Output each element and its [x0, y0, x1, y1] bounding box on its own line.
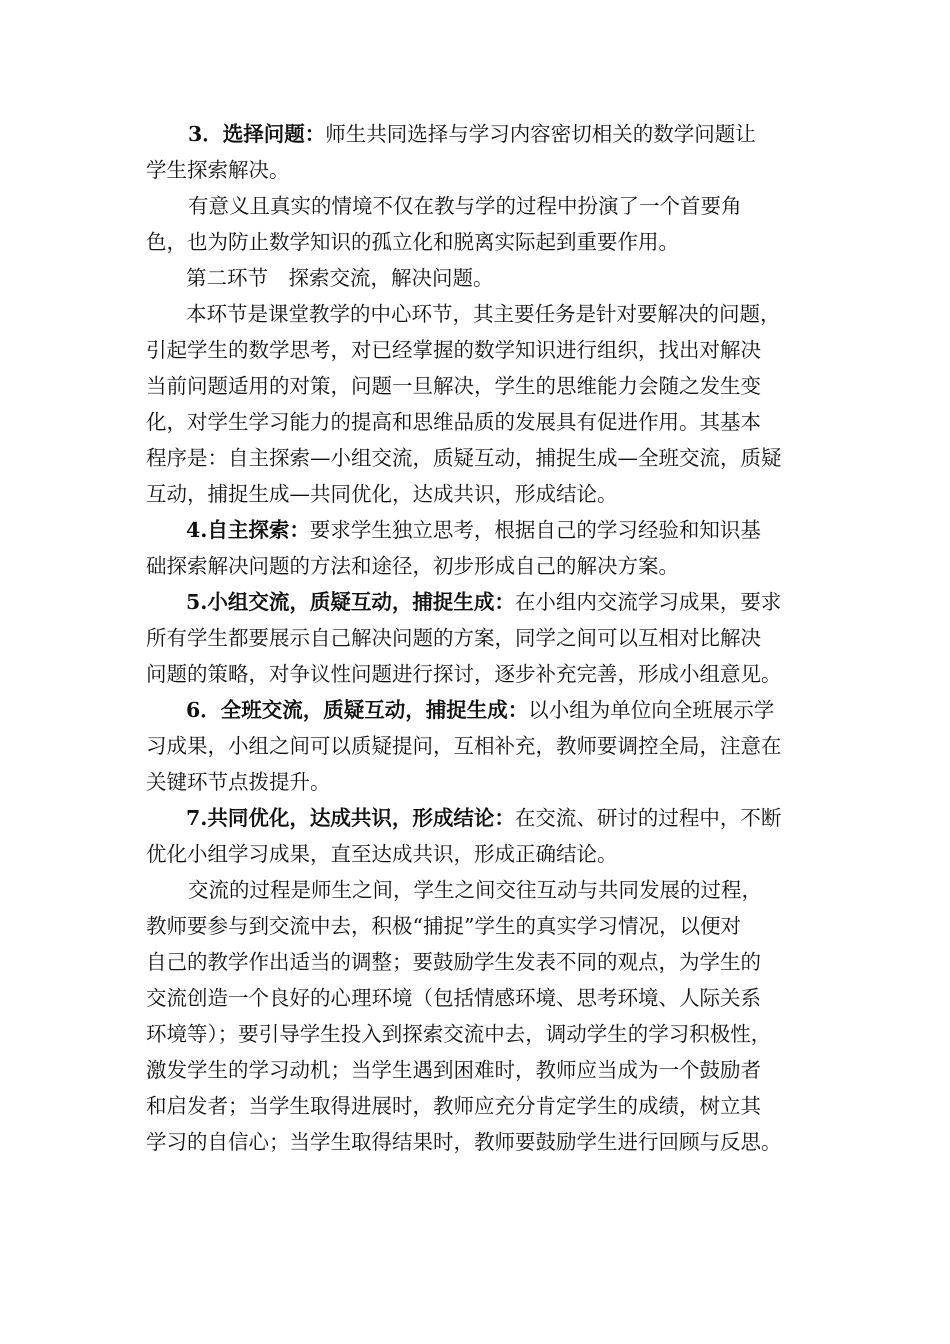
item-5-line-1	[146, 584, 826, 620]
item-6-text: 以小组为单位向全班展示学	[528, 698, 775, 722]
item-4-line-1	[146, 512, 826, 548]
paragraph-exchange-line-2: 教师要参与到交流中去，积极“捕捉”学生的真实学习情况，以便对	[146, 914, 741, 938]
item-5-line-2: 所有学生都要展示自己解决问题的方案，同学之间可以互相对比解决	[146, 626, 761, 650]
item-3-text: 师生共同选择与学习内容密切相关的数学问题让	[325, 122, 756, 146]
item-6-line-1	[146, 692, 826, 728]
item-7-line-1	[146, 800, 826, 836]
item-5-heading: 5.小组交流，质疑互动，捕捉生成：	[186, 590, 515, 614]
paragraph-meaning-line-1: 有意义且真实的情境不仅在教与学的过程中扮演了一个首要角	[188, 194, 742, 218]
item-7-line-2: 优化小组学习成果，直至达成共识，形成正确结论。	[146, 842, 618, 866]
paragraph-meaning-line-2: 色，也为防止数学知识的孤立化和脱离实际起到重要作用。	[146, 230, 679, 254]
item-7-text: 在交流、研讨的过程中，不断	[514, 806, 782, 830]
item-5-line-3: 问题的策略，对争议性问题进行探讨，逐步补充完善，形成小组意见。	[146, 662, 782, 686]
item-3-line-2: 学生探索解决。	[146, 158, 290, 182]
paragraph-core-line-3: 当前问题适用的对策，问题一旦解决，学生的思维能力会随之发生变	[146, 374, 761, 398]
document-page	[146, 116, 826, 1160]
item-7-heading: 7.共同优化，达成共识，形成结论：	[186, 806, 515, 830]
item-5-text: 在小组内交流学习成果，要求	[514, 590, 782, 614]
section-2-heading: 第二环节 探索交流，解决问题。	[186, 266, 494, 290]
paragraph-core-line-6: 互动，捕捉生成—共同优化，达成共识，形成结论。	[146, 482, 618, 506]
item-3-line-1	[146, 116, 826, 152]
paragraph-exchange-line-3: 自己的教学作出适当的调整；要鼓励学生发表不同的观点，为学生的	[146, 950, 761, 974]
paragraph-core-line-5: 程序是：自主探索—小组交流，质疑互动，捕捉生成—全班交流，质疑	[146, 446, 782, 470]
item-4-text: 要求学生独立思考，根据自己的学习经验和知识基	[309, 518, 761, 542]
item-6-line-3: 关键环节点拨提升。	[146, 770, 331, 794]
item-6-line-2: 习成果，小组之间可以质疑提问，互相补充，教师要调控全局，注意在	[146, 734, 782, 758]
paragraph-exchange-line-5: 环境等）；要引导学生投入到探索交流中去，调动学生的学习积极性，	[146, 1022, 772, 1046]
item-4-line-2: 础探索解决问题的方法和途径，初步形成自己的解决方案。	[146, 554, 679, 578]
paragraph-exchange-line-4: 交流创造一个良好的心理环境（包括情感环境、思考环境、人际关系	[146, 986, 761, 1010]
paragraph-exchange-line-6: 激发学生的学习动机；当学生遇到困难时，教师应当成为一个鼓励者	[146, 1058, 761, 1082]
paragraph-exchange-line-8: 学习的自信心；当学生取得结果时，教师要鼓励学生进行回顾与反思。	[146, 1130, 782, 1154]
paragraph-core-line-2: 引起学生的数学思考，对已经掌握的数学知识进行组织，找出对解决	[146, 338, 761, 362]
paragraph-exchange-line-7: 和启发者；当学生取得进展时，教师应充分肯定学生的成绩，树立其	[146, 1094, 761, 1118]
item-3-heading: 3．选择问题：	[188, 122, 326, 146]
item-4-heading: 4.自主探索：	[186, 518, 310, 542]
item-6-heading: 6．全班交流，质疑互动，捕捉生成：	[186, 698, 529, 722]
paragraph-core-line-4: 化，对学生学习能力的提高和思维品质的发展具有促进作用。其基本	[146, 410, 761, 434]
paragraph-core-line-1: 本环节是课堂教学的中心环节，其主要任务是针对要解决的问题，	[186, 302, 781, 326]
paragraph-exchange-line-1: 交流的过程是师生之间，学生之间交往互动与共同发展的过程，	[188, 878, 762, 902]
